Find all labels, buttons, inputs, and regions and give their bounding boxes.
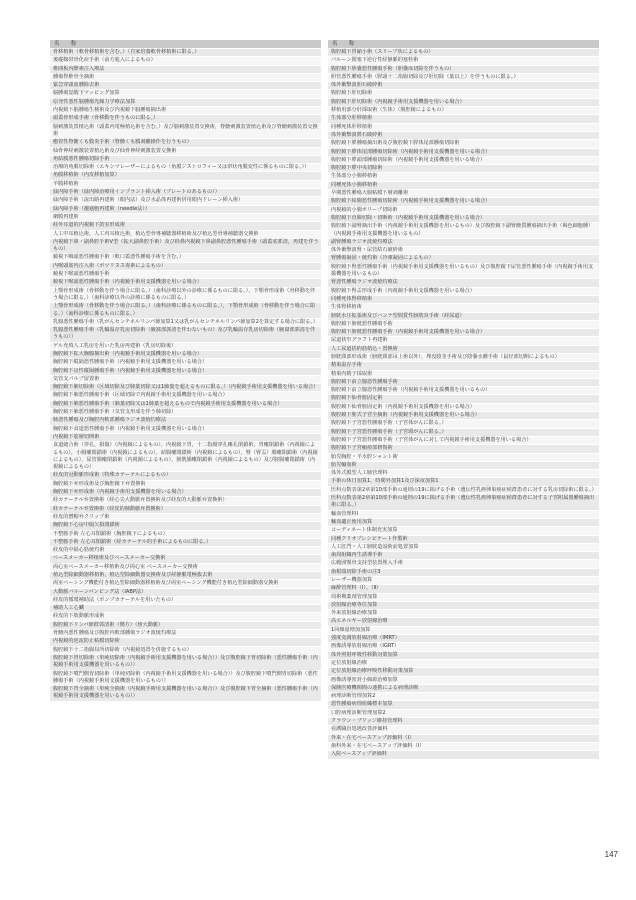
table-row: 膀胱水圧拡張術及びハンナ型間質性膀胱炎手術（経尿道） [328,313,599,320]
table-row: 腹腔鏡下膵腫瘍摘出術及び腹腔鏡下膵体尾部腫瘍切除術 [328,140,599,147]
table-row: 腎悪性腫瘍ラジオ波焼灼療法 [328,279,599,286]
table-row: 腹腔鏡下結腸悪性腫瘍切除術（内視鏡手術用支援機器を用いる場合） [328,198,599,205]
table-row: 腹腔鏡下胃縮小術（スリーブ状によるもの） [328,49,599,56]
table-row: 不整脈手術 左心耳閉鎖術（経カテーテル的手術によるものに限る。） [50,539,321,546]
table-row: 外来放射線治療加算 [328,610,599,617]
table-row: バルーン閉塞下逆行性経静脈的塞栓術 [328,57,599,64]
table-row: 胸腔鏡下拡大胸腺摘出術（内視鏡手術用支援機器を用いる場合） [50,351,321,358]
table-row: 体外衝撃波胆石破砕術 [328,82,599,89]
table-row: 体外衝撃波腎・尿管結石破砕術 [328,247,599,254]
table-row: 人工中耳植込術，人工内耳植込術，植込型骨導補聴器移植術及び植込型骨導補聴器交換術 [50,231,321,238]
table-row: 入院ベースアップ評価料 [328,751,599,758]
table-row: 腹腔鏡下子宮悪性腫瘍手術（子宮体がんに対して内視鏡手術用支援機器を用いる場合） [328,437,599,444]
table-row: 補助人工心臓 [50,605,321,612]
table-row: 椎間板内酵素注入療法 [50,66,321,73]
table-row: 医科点数表第2章第10部手術の通則の19に掲げる手術（遺伝性乳癌卵巣癌症候群患者に対する乳房切除術に限る。） [328,487,599,494]
table-row: 腎腫瘍凝固・焼灼術（冷凍凝固によるもの） [328,255,599,262]
table-row: 胆管悪性腫瘍手術（膵頭十二指腸切除及び肝切除（葉以上）を伴うものに限る。） [328,74,599,81]
table-row: 画像誘導放射線治療（IGRT） [328,643,599,650]
table-row: 気管支バルブ留置術 [50,376,321,383]
table-row: 生体腎移植術 [328,304,599,311]
table-row: 乳腺悪性腫瘍手術（乳輪温存乳房切除術（腋窩部郭清を伴わないもの）及び乳輪温存乳房切除術（腋窩部郭清を伴うもの）） [50,327,321,342]
table-row: 輸血適正使用加算 [328,519,599,526]
table-row: 人工尿道括約筋植込・置換術 [328,346,599,353]
table-row: 腹腔鏡下胆嚢悪性腫瘍手術（胆嚢床切除を伴うもの） [328,66,599,73]
table-row: 周術期薬剤管理加算 [328,594,599,601]
table-row: 緑内障手術（緑内障治療用インプラント挿入術（プレートのあるもの）） [50,189,321,196]
table-row: 腹腔鏡下膀胱悪性腫瘍手術 [328,321,599,328]
table-row: 経皮的僧帽弁クリップ術 [50,514,321,521]
table-row: 頭蓋骨形成手術（骨移動を伴うものに限る。） [50,115,321,122]
table-row: 放射線治療専任加算 [328,602,599,609]
table-row: 腹腔鏡下仙骨腟固定術（内視鏡手術用支援機器を用いる場合） [328,404,599,411]
table-row: 腹腔鏡下胃全摘術（単純全摘術（内視鏡手術用支援機器を用いる場合））及び腹腔鏡下胃全摘術（悪性腫瘍手術（内視鏡手術用支援機器を用いるもの）） [50,686,321,701]
table-row: 腹腔鏡下胃切除術（単純切除術（内視鏡手術用支援機器を用いる場合））及び腹腔鏡下胃切除術（悪性腫瘍手術（内視鏡手術用支援機器を用いるもの）） [50,655,321,670]
table-row: 生体部分肝移植術 [328,115,599,122]
table-row: 高エネルギー放射線治療 [328,618,599,625]
table-row: 同種クリオプレシピテート作製術 [328,536,599,543]
table-row: 乳腺悪性腫瘍手術（乳がんセンチネルリンパ節加算1又は乳がんセンチネルリンパ節加算2を算定する場合に限る。） [50,319,321,326]
table-row: 脳腫瘍覚醒下マッピング加算 [50,90,321,97]
table-row: 後縦靱帯骨化症手術（前方進入によるもの） [50,57,321,64]
table-row: 緑内障手術（濾過胞再建術（needle法）） [50,206,321,213]
table-row: 胸腔鏡下弁形成術（内視鏡手術用支援機器を用いる場合） [50,489,321,496]
table-row: 羊膜移植術 [50,181,321,188]
table-row: 胸腔鏡下良性縦隔腫瘍手術（内視鏡手術用支援機器を用いる場合） [50,368,321,375]
table-row: 腹腔鏡下膀胱悪性腫瘍手術（内視鏡手術用支援機器を用いる場合） [328,329,599,336]
table-row: コーディネート体制充実加算 [328,527,599,534]
table-row: 精巣温存手術 [328,362,599,369]
table-row: 麻酔管理料（Ⅰ）、（Ⅱ） [328,585,599,592]
table-row: 胸腔鏡下肺切除術（区域切除及び肺葉切除又は1肺葉を超えるものに限る。）（内視鏡手術用支援機器を用いる場合） [50,384,321,391]
table-row: 胸腔鏡下縦隔悪性腫瘍手術（内視鏡手術用支援機器を用いる場合） [50,359,321,366]
table-row: 胸腔鏡下弁形成術及び胸腔鏡下弁置換術 [50,481,321,488]
table-row: 腹腔鏡下前立腺悪性腫瘍手術 [328,379,599,386]
table-row: 尿道狭窄グラフト再建術 [328,337,599,344]
table-row: 腹腔鏡下仙骨腟固定術 [328,395,599,402]
table-row: 医科点数表第2章第10部手術の通則の19に掲げる手術（遺伝性乳癌卵巣癌症候群患者に対する子宮附属器腫瘍摘出術に限る。） [328,495,599,510]
table-row: 上顎骨形成術（骨移動を伴う場合に限る。）（歯科診療に係るものに限る。），下顎骨形成術（骨移動を伴う場合に限る。）（歯科診療に係るものに限る。） [50,303,321,318]
table-row: 腹腔鏡下膵頭部腫瘍切除術（内視鏡手術用支援機器を用いる場合） [328,157,599,164]
table-row: 原発性悪性脳腫瘍光線力学療法加算 [50,99,321,106]
table-row: 上顎骨形成術（骨移動を伴う場合に限る。）（歯科診療以外の診療に係るものに限る。），下顎骨形成術（骨移動を伴う場合に限る。）（歯科診療以外の診療に係るものに限る。） [50,288,321,303]
table-row: 両室ペーシング機能付き植込型除細動器移植術及び両室ペーシング機能付き植込型除細動器交換術 [50,580,321,587]
table-row: 定位放射線治療呼吸性移動対策加算 [328,668,599,675]
table-row: 広範囲顎骨支持型装置埋入手術 [328,560,599,567]
table-row: 経皮的下肢動脈形成術 [50,613,321,620]
table-row: 胸腔鏡下心房中隔欠損閉鎖術 [50,522,321,529]
table-row: 輸血管理料Ⅰ [328,511,599,518]
table-row: 脳刺激装置植込術（頭蓋内電極植込術を含む。）及び脳刺激装置交換術，脊髄刺激装置植込術及び脊髄刺激装置交換術 [50,124,321,139]
table-row: 腹腔鏡下膵体尾部腫瘍切除術（内視鏡手術用支援機器を用いる場合） [328,149,599,156]
table-row: 鏡視下咽頭悪性腫瘍手術（軟口蓋悪性腫瘍手術を含む。） [50,254,321,261]
table-row: 内視鏡的小腸ポリープ切除術 [328,207,599,214]
table-row: 定位放射線治療 [328,660,599,667]
table-row: 腹腔鏡下子宮悪性腫瘍手術（子宮体がんに限る。） [328,420,599,427]
table-row: 体外照射呼吸性移動対策加算 [328,652,599,659]
table-row: 看護職員処遇改善評価料 [328,726,599,733]
table-row: 腹腔鏡下十二指腸局所切除術（内視鏡処置を併施するもの） [50,647,321,654]
table-row: 人工肛門・人工膀胱造設術前処置加算 [328,544,599,551]
table-row: 角結膜悪性腫瘍切除手術 [50,156,321,163]
table-row: 経カテーテル弁置換術（経皮的肺動脈弁置換術） [50,506,321,513]
right-column [328,40,599,760]
table-row: 仙骨神経刺激装置植込術及び仙骨神経刺激装置交換術 [50,148,321,155]
table-row: 植込型除細動器移植術，植込型除細動器交換術及び経静脈電極抜去術 [50,572,321,579]
table-row: 歯根端切除手術の注3 [328,569,599,576]
table-row: 癒着性脊髄くも膜炎手術（脊髄くも膜剥離操作を行うもの） [50,139,321,146]
table-row: 移植用部分肝採取術（生体）（腹腔鏡によるもの） [328,107,599,114]
table-row: 悪性腫瘍病理組織標本加算 [328,701,599,708]
table-row: 腫瘍脊椎骨全摘術 [50,74,321,81]
table-row: 角膜移植術（内皮移植加算） [50,172,321,179]
table-row: 腹腔鏡下直腸切除・切断術（内視鏡手術用支援機器を用いる場合） [328,215,599,222]
table-row: 両心室ペースメーカー移植術及び両心室 ペースメーカー交換術 [50,564,321,571]
table-row: 歯周組織再生誘導手術 [328,552,599,559]
table-row: 網膜再建術 [50,214,321,221]
table-row: 腹腔鏡下リンパ節群郭清術（側方）（傍大動脈） [50,622,321,629]
table-row: 同種死体肝移植術 [328,124,599,131]
table-row: 胎児輸血術 [328,462,599,469]
table-row: 外来・在宅ベースアップ評価料（Ⅰ） [328,735,599,742]
table-row: 腹腔鏡下膵中央切除術 [328,165,599,172]
table-row: 1回線量増加加算 [328,627,599,634]
table-row: 不整脈手術 左心耳閉鎖術（胸腔鏡下によるもの） [50,531,321,538]
right-rows [328,49,599,759]
table-row: 内視鏡下鼻・副鼻腔手術V型（拡大副鼻腔手術）及び経鼻内視鏡下鼻副鼻腔悪性腫瘍手術（頭蓋底郭清，再建を伴うもの） [50,239,321,254]
table-row: 大動脈バルーンパンピング法（IABP法） [50,589,321,596]
table-row: 副腎腫瘍ラジオ波焼灼療法 [328,239,599,246]
table-row: ゲル充填人工乳房を用いた乳房再建術（乳房切除後） [50,343,321,350]
table-row: 腹腔鏡下肝切除術 [328,90,599,97]
table-row: 骨髄内悪性腫瘍及び腹腔内軟部腫瘍ラジオ波焼灼療法 [50,630,321,637]
table-row: レーザー機器加算 [328,577,599,584]
table-row: 鏡視下喉頭悪性腫瘍手術（内視鏡手術用支援機器を用いる場合） [50,279,321,286]
table-row: 腹腔鏡下肝切除術（内視鏡手術用支援機器を用いる場合） [328,99,599,106]
table-row: ペースメーカー移植術及びペースメーカー交換術 [50,555,321,562]
page-number: 147 [604,850,618,859]
table-row: 食道縫合術（穿孔，損傷）（内視鏡によるもの），内視鏡下胃，十二指腸穿孔瘻孔閉鎖術，胃瘻閉鎖術（内視鏡によるもの），小腸瘻閉鎖術（内視鏡によるもの），結腸瘻閉鎖術（内視鏡によるもの），腎（腎盂）腸瘻閉鎖術（内視鏡によるもの），尿管腸瘻閉鎖術（内視鏡によるもの），膀胱腸瘻閉鎖術（内視鏡によるもの）及び腟腸瘻閉鎖術（内視鏡によるもの） [50,442,321,471]
left-rows [50,49,321,701]
table-row: 病理診断管理加算2 [328,693,599,700]
table-row: 胸腔鏡下肺悪性腫瘍手術（気管支形成を伴う肺切除） [50,409,321,416]
table-row: 胸腔鏡下肺悪性腫瘍手術（肺葉切除又は1肺葉を超えるもので内視鏡手術用支援機器を用いる場合） [50,401,321,408]
table-row: 胸腔鏡下食道悪性腫瘍手術（内視鏡手術用支援機器を用いる場合） [50,426,321,433]
table-row: 同種死体腎移植術 [328,296,599,303]
table-row: 腹腔鏡下腟式子宮全摘術（内視鏡手術用支援機器を用いる場合） [328,412,599,419]
table-row: 経皮的中隔心筋焼灼術 [50,547,321,554]
table-row: 胎児胸腔・羊水腔シャント術 [328,454,599,461]
table-row: 内喉頭筋内注入術（ボツリヌス毒素によるもの） [50,263,321,270]
table-row: 腹腔鏡下前立腺悪性腫瘍手術（内視鏡手術用支援機器を用いるもの） [328,387,599,394]
left-header: 名 称 [50,40,321,48]
right-header: 名 称 [328,40,599,48]
table-row: 腹腔鏡下副腎摘出手術（内視鏡手術用支援機器を用いるもの）及び腹腔鏡下副腎髄質腫瘍摘出手術（褐色細胞腫）（内視鏡手術用支援機器を用いるもの） [328,223,599,238]
table-row: 同種死体小腸移植術 [328,182,599,189]
table-row: 腹腔鏡下子宮悪性腫瘍手術（子宮頸がんに限る。） [328,429,599,436]
table-row: 経皮的冠動脈形成術（特殊カテーテルによるもの） [50,472,321,479]
table-row: 精巣内精子採取術 [328,371,599,378]
table-row: 治療的角膜切除術（エキシマレーザーによるもの（角膜ジストロフィー又は帯状角膜変性に係るものに限る。）） [50,164,321,171]
table-row: 内視鏡下脳腫瘍生検術及び内視鏡下脳腫瘍摘出術 [50,107,321,114]
table-row: 生体部分小腸移植術 [328,173,599,180]
table-row: 早期悪性腫瘍大腸粘膜下層剥離術 [328,190,599,197]
table-row: 腹腔鏡下子宮瘢痕部修復術 [328,445,599,452]
table-row: 腹腔鏡下腎悪性腫瘍手術（内視鏡手術用支援機器を用いるもの）及び腹腔鏡下尿管悪性腫瘍手術（内視鏡手術用支援機器を用いるもの） [328,264,599,279]
table-row: 緊急穿頭血腫除去術 [50,82,321,89]
table-row: 胸腔鏡下肺悪性腫瘍手術（区域切除で内視鏡手術用支援機器を用いる場合） [50,392,321,399]
table-row: 体外衝撃波膵石破砕術 [328,132,599,139]
table-row: 経カテーテル弁置換術（経心尖大動脈弁置換術及び経皮的大動脈弁置換術） [50,497,321,504]
table-row: 画像誘導密封小線源治療加算 [328,677,599,684]
table-row: 内視鏡的逆流防止粘膜切除術 [50,638,321,645]
table-row: 緑内障手術（流出路再建術（眼内法）及び水晶体再建術併用眼内ドレーン挿入術） [50,197,321,204]
table-row: 腹腔鏡下噴門側胃切除術（単純切除術（内視鏡手術用支援機器を用いる場合））及び腹腔鏡下噴門側胃切除術（悪性腫瘍手術（内視鏡手術用支援機器を用いるもの）） [50,671,321,686]
table-row: 膀胱頸部形成術（膀胱頸部吊上術以外），埋没陰茎手術及び陰嚢水腫手術（鼠径部切開によるもの） [328,354,599,361]
table-row: 骨移植術（軟骨移植術を含む。）（自家培養軟骨移植術に限る。） [50,49,321,56]
table-row: 経外耳道的内視鏡下鼓室形成術 [50,222,321,229]
table-row: 口腔病理診断管理加算2 [328,710,599,717]
table-row: 鏡視下喉頭悪性腫瘍手術 [50,271,321,278]
table-row: 体外式膜型人工肺管理料 [328,470,599,477]
table-row: 肺悪性腫瘍及び胸腔内軟部腫瘍ラジオ波焼灼療法 [50,417,321,424]
table-row: 強度変調放射線治療（IMRT） [328,635,599,642]
table-row: 歯科外来・在宅ベースアップ評価料（Ⅰ） [328,743,599,750]
table-row: 保険医療機関間の連携による病理診断 [328,685,599,692]
left-column [50,40,321,702]
table-row: クラウン・ブリッジ維持管理料 [328,718,599,725]
table-row: 経皮的循環補助法（ポンプカテーテルを用いたもの） [50,597,321,604]
table-row: 手術の休日加算1，時間外加算1及び深夜加算1 [328,478,599,485]
table-row: 腹腔鏡下腎盂形成手術（内視鏡手術用支援機器を用いる場合） [328,288,599,295]
table-row: 内視鏡下筋層切開術 [50,434,321,441]
